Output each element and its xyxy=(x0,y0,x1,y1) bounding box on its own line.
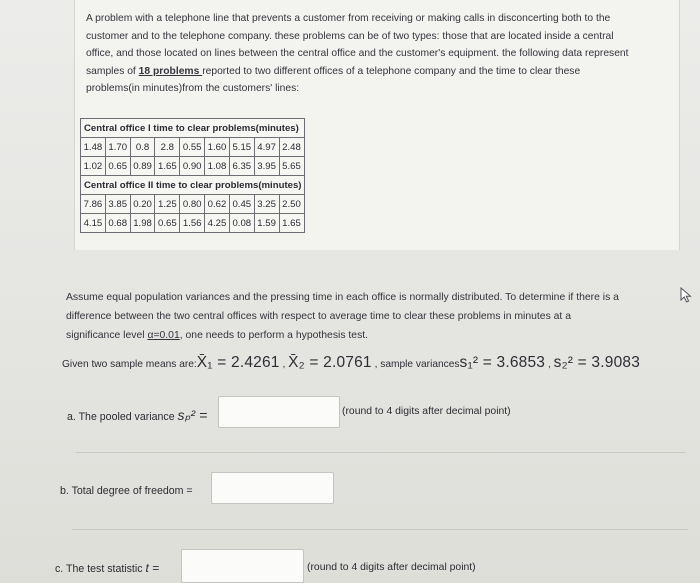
table-cell: 0.62 xyxy=(205,195,230,214)
table-cell: 5.65 xyxy=(279,157,304,176)
table-cell: 4.25 xyxy=(205,214,230,233)
data-table xyxy=(80,118,305,233)
assumption-line-2: difference between the two central offices with respect to average time to clear these problems in minutes at a xyxy=(66,311,571,322)
significance-level: α=0.01 xyxy=(147,330,180,341)
pooled-variance-symbol: sₚ² = xyxy=(177,407,208,423)
table-cell: 0.45 xyxy=(229,195,254,214)
problem-line-4 xyxy=(86,63,676,81)
table-cell: 0.08 xyxy=(229,214,254,233)
sample-size-text: 18 problems xyxy=(138,65,203,77)
office2-header-row xyxy=(81,176,305,195)
divider xyxy=(76,452,686,453)
question-c-text: c. The test statistic xyxy=(55,563,143,575)
table-cell: 1.98 xyxy=(130,214,155,233)
problem-line-5: problems(in minutes)from the customers' lines: xyxy=(86,83,300,94)
question-a-hint: (round to 4 digits after decimal point) xyxy=(342,406,511,417)
given-prefix: Given two sample means are: xyxy=(62,359,197,370)
table-cell: 0.55 xyxy=(180,138,205,157)
table-cell: 3.85 xyxy=(105,195,130,214)
table-cell: 1.08 xyxy=(205,157,230,176)
problem-line-3: office, and those located on lines between the central office and the customer's equipment. the following data represent xyxy=(86,48,629,59)
table-cell: 4.97 xyxy=(254,138,279,157)
given-sep-1: , xyxy=(279,359,289,370)
table-cell: 3.95 xyxy=(254,157,279,176)
table-cell: 1.25 xyxy=(155,195,180,214)
table-cell: 1.02 xyxy=(81,157,106,176)
table-cell: 1.59 xyxy=(254,214,279,233)
table-cell: 0.65 xyxy=(105,157,130,176)
question-c-label xyxy=(55,561,159,575)
office2-header: Central office II time to clear problems(minutes) xyxy=(81,176,305,195)
pooled-variance-input[interactable] xyxy=(218,396,340,428)
table-cell: 5.15 xyxy=(229,138,254,157)
assumption-line-3 xyxy=(66,326,686,345)
assumption-line-1: Assume equal population variances and the pressing time in each office is normally distributed. To determine if there is a xyxy=(66,292,619,303)
question-a-label xyxy=(67,407,207,424)
sample-mean-2: X̄₂ = 2.0761 xyxy=(288,354,372,371)
sample-mean-1: X̄₁ = 2.4261 xyxy=(196,354,280,371)
problem-line-1: A problem with a telephone line that prevents a customer from receiving or making calls in disconcerting both to the xyxy=(86,13,611,24)
sample-variance-1: s₁² = 3.6853 xyxy=(459,354,546,371)
table-cell: 1.70 xyxy=(105,138,130,157)
table-cell: 1.48 xyxy=(81,138,106,157)
table-cell: 0.8 xyxy=(130,138,155,157)
table-cell: 2.48 xyxy=(279,138,304,157)
table-cell: 1.56 xyxy=(180,214,205,233)
problem-line-4-post: reported to two different offices of a telephone company and the time to clear these xyxy=(202,65,581,77)
divider xyxy=(72,529,688,530)
table-cell: 1.60 xyxy=(205,138,230,157)
assumption-line-3-post: , one needs to perform a hypothesis test. xyxy=(179,330,369,341)
table-cell: 6.35 xyxy=(229,157,254,176)
problem-line-4-pre: samples of xyxy=(86,65,139,77)
table-cell: 0.65 xyxy=(155,214,180,233)
table-cell: 2.8 xyxy=(155,138,180,157)
assumption-line-3-pre: significance level xyxy=(66,330,148,341)
table-cell: 7.86 xyxy=(81,195,106,214)
table-cell: 0.20 xyxy=(130,195,155,214)
given-sep-2: , xyxy=(545,359,554,370)
given-mid: , sample variances xyxy=(371,359,460,370)
test-statistic-symbol: t = xyxy=(145,561,160,575)
question-a-text: a. The pooled variance xyxy=(67,411,175,423)
office1-row-2 xyxy=(81,157,305,176)
table-cell: 0.68 xyxy=(105,214,130,233)
sample-variance-2: s₂² = 3.9083 xyxy=(553,354,641,371)
table-cell: 2.50 xyxy=(279,195,304,214)
office2-row-2 xyxy=(81,214,305,233)
given-values xyxy=(62,354,692,372)
table-cell: 4.15 xyxy=(81,214,106,233)
office1-header-row xyxy=(81,119,305,138)
office1-row-1 xyxy=(81,138,305,157)
problem-line-2: customer and to the telephone company. these problems can be of two types: those that are located inside a central xyxy=(86,30,614,42)
mouse-pointer-icon xyxy=(680,287,694,303)
table-cell: 0.80 xyxy=(180,195,205,214)
assumption-statement xyxy=(66,288,686,345)
table-cell: 1.65 xyxy=(279,214,304,233)
table-cell: 0.89 xyxy=(130,157,155,176)
degrees-of-freedom-input[interactable] xyxy=(211,472,334,504)
table-cell: 1.65 xyxy=(155,157,180,176)
table-cell: 0.90 xyxy=(180,157,205,176)
test-statistic-input[interactable] xyxy=(181,549,304,583)
office1-header: Central office I time to clear problems(minutes) xyxy=(81,119,305,138)
table-cell: 3.25 xyxy=(254,195,279,214)
office2-row-1 xyxy=(81,195,305,214)
question-b-label: b. Total degree of freedom = xyxy=(60,485,193,497)
question-c-hint: (round to 4 digits after decimal point) xyxy=(307,562,476,573)
problem-statement xyxy=(86,10,676,98)
